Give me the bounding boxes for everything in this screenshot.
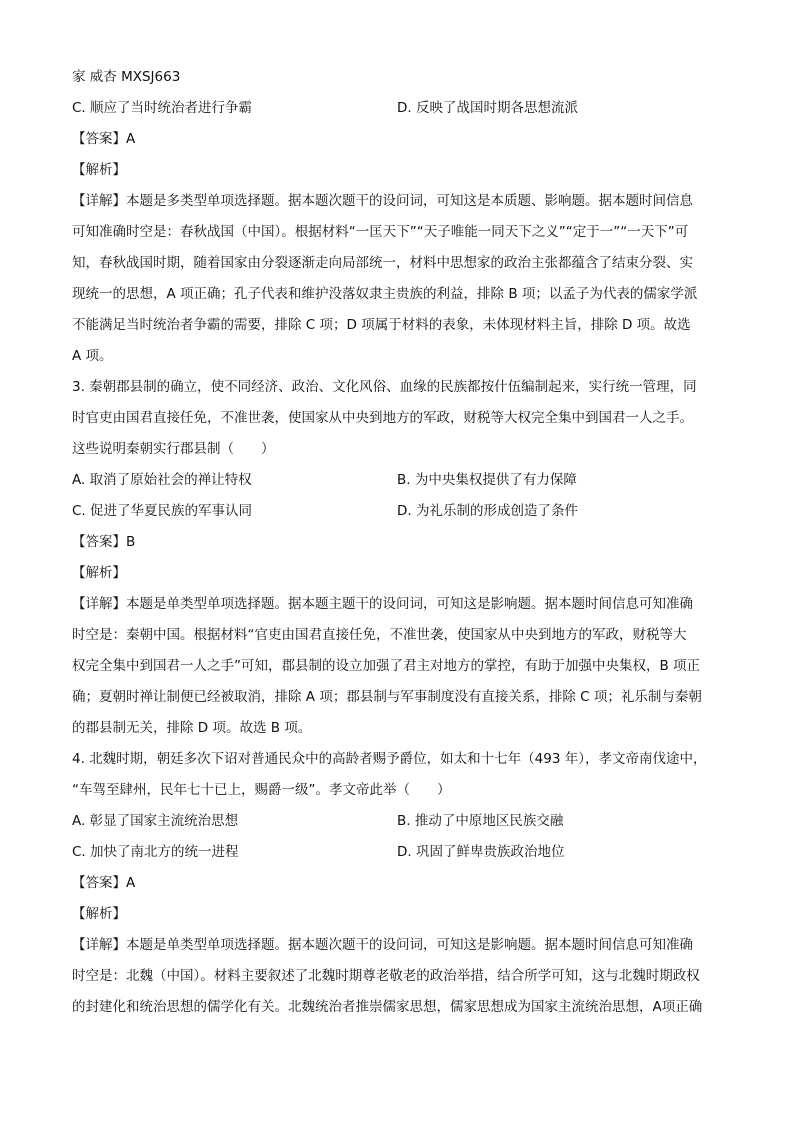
- q4-option-c: C. 加快了南北方的统一进程: [72, 844, 239, 860]
- q3-options-row-ab: [72, 465, 728, 496]
- q3-options-row-cd: [72, 496, 728, 527]
- q2-option-d: D. 反映了战国时期各思想流派: [397, 100, 578, 116]
- q2-detail: [72, 186, 728, 372]
- q3-detail-line: 【详解】本题是单类型单项选择题。据本题主题干的设问词，可知这是影响题。据本题时间信息可知准确: [72, 596, 693, 612]
- q3-option-c: C. 促进了华夏民族的军事认同: [72, 503, 253, 519]
- q4-detail-line: 【详解】本题是单类型单项选择题。据本题次题干的设问词，可知这是影响题。据本题时间信息可知准确: [72, 937, 693, 953]
- q4-options-row-ab: [72, 806, 728, 837]
- q2-options-row-cd: [72, 93, 728, 124]
- q4-stem-line: 4. 北魏时期，朝廷多次下诏对普通民众中的高龄者赐予爵位，如太和十七年（493 年），孝文帝南伐途中，: [72, 751, 707, 767]
- q3-stem-line: 时官吏由国君直接任免，不准世袭，使国家从中央到地方的军政，财税等大权完全集中到国君一人之手。: [72, 410, 693, 426]
- q4-stem: [72, 744, 728, 806]
- q3-detail-line: 的郡县制无关，排除 D 项。故选 B 项。: [72, 720, 312, 736]
- q4-answer: 【答案】A: [72, 875, 136, 891]
- q3-detail-line: 确；夏朝时禅让制便已经被取消，排除 A 项；郡县制与军事制度没有直接关系，排除 C 项；礼乐制与秦朝: [72, 689, 702, 705]
- q3-detail-line: 权完全集中到国君一人之手”可知，郡县制的设立加强了君主对地方的掌控，有助于加强中央集权，B 项正: [72, 658, 701, 674]
- q3-option-b: B. 为中央集权提供了有力保障: [397, 472, 577, 488]
- q2-detail-line: 现统一的思想，A 项正确；孔子代表和维护没落奴隶主贵族的利益，排除 B 项；以孟子为代表的儒家学派: [72, 286, 698, 302]
- q2-detail-line: 【详解】本题是多类型单项选择题。据本题次题干的设问词，可知这是本质题、影响题。据本题时间信息: [72, 193, 693, 209]
- header-line: 家 威杏 MXSJ663: [72, 69, 181, 85]
- q4-detail: [72, 930, 728, 1023]
- q3-stem-line: 这些说明秦朝实行郡县制（ ）: [72, 441, 275, 457]
- q4-option-d: D. 巩固了鲜卑贵族政治地位: [397, 844, 565, 860]
- q4-options-row-cd: [72, 837, 728, 868]
- q4-option-a: A. 彰显了国家主流统治思想: [72, 813, 239, 829]
- q4-stem-line: “车驾至肆州，民年七十已上，赐爵一级”。孝文帝此举（ ）: [72, 782, 451, 798]
- q3-stem-line: 3. 秦朝郡县制的确立，使不同经济、政治、文化风俗、血缘的民族都按什伍编制起来，实行统一管理，同: [72, 379, 697, 395]
- q3-stem: [72, 372, 728, 465]
- q3-analysis-label: 【解析】: [72, 565, 126, 581]
- q4-detail-line: 的封建化和统治思想的儒学化有关。北魏统治者推崇儒家思想，儒家思想成为国家主流统治思想，A项正确: [72, 999, 703, 1015]
- document-page: [72, 62, 728, 1023]
- q3-option-d: D. 为礼乐制的形成创造了条件: [397, 503, 578, 519]
- q4-analysis-label: 【解析】: [72, 906, 126, 922]
- q3-detail: [72, 589, 728, 744]
- q3-answer: 【答案】B: [72, 534, 136, 550]
- q2-detail-line: 不能满足当时统治者争霸的需要，排除 C 项；D 项属于材料的表象，未体现材料主旨，排除 D 项。故选: [72, 317, 691, 333]
- q3-option-a: A. 取消了原始社会的禅让特权: [72, 472, 252, 488]
- q2-detail-line: A 项。: [72, 348, 113, 364]
- q3-detail-line: 时空是：秦朝中国。根据材料“官吏由国君直接任免，不准世袭，使国家从中央到地方的军政，财税等大: [72, 627, 687, 643]
- q2-detail-line: 可知准确时空是：春秋战国（中国）。根据材料“一匡天下”“天子唯能一同天下之义”“定于一”“一天下”可: [72, 224, 689, 240]
- q2-analysis-label: 【解析】: [72, 162, 126, 178]
- q4-detail-line: 时空是：北魏（中国）。材料主要叙述了北魏时期尊老敬老的政治举措，结合所学可知，这与北魏时期政权: [72, 968, 700, 984]
- q2-detail-line: 知，春秋战国时期，随着国家由分裂逐渐走向局部统一，材料中思想家的政治主张都蕴含了结束分裂、实: [72, 255, 693, 271]
- q2-answer: 【答案】A: [72, 131, 136, 147]
- q2-option-c: C. 顺应了当时统治者进行争霸: [72, 100, 253, 116]
- q4-option-b: B. 推动了中原地区民族交融: [397, 813, 564, 829]
